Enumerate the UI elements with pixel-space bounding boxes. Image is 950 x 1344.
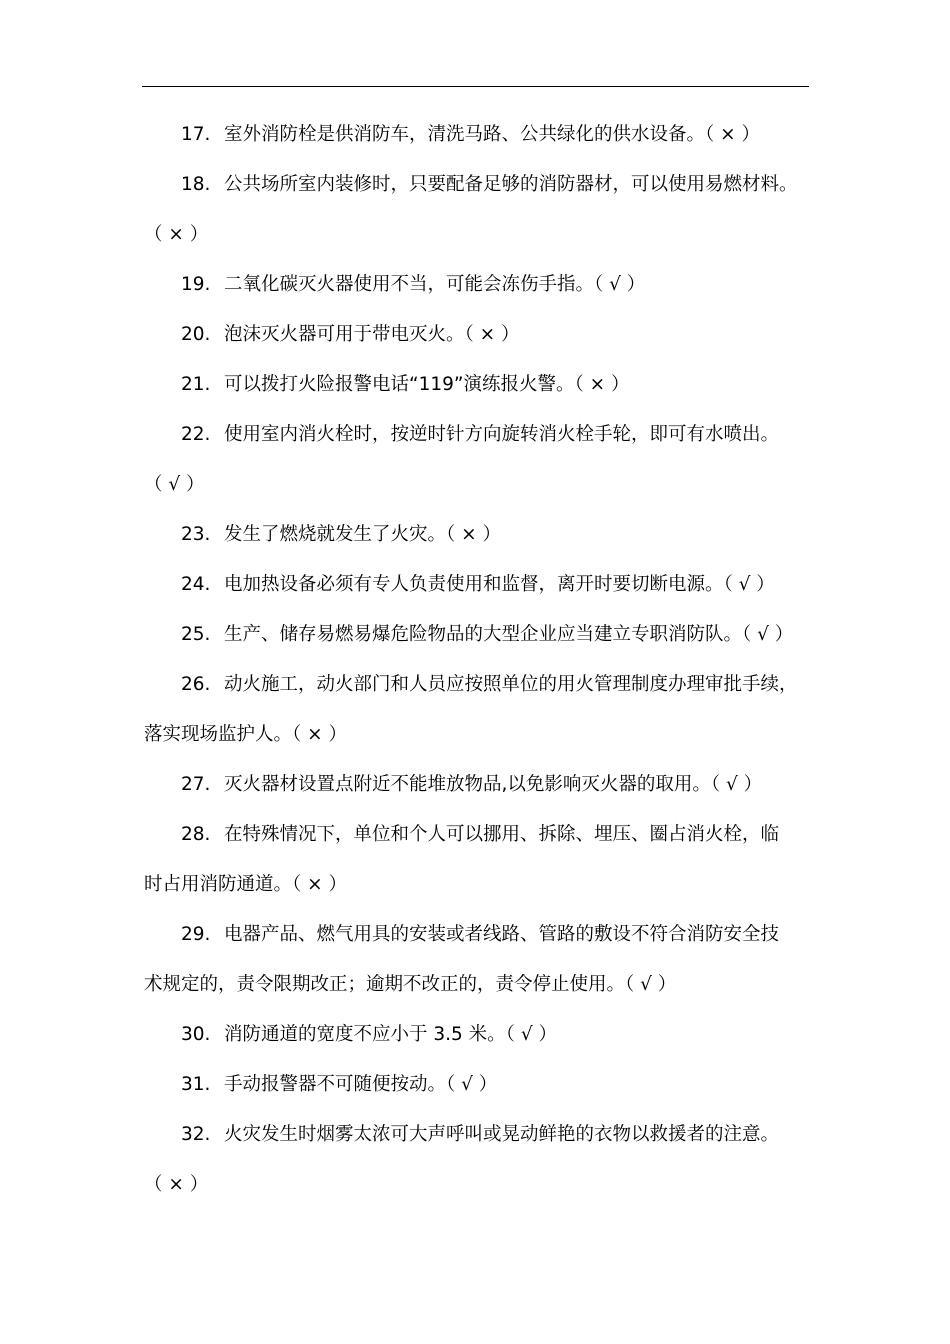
item-text: 电器产品、燃气用具的安装或者线路、管路的敷设不符合消防安全技 [224, 924, 780, 945]
item-text: 电加热设备必须有专人负责使用和监督，离开时要切断电源。（ √ ） [224, 574, 775, 595]
item-text: 泡沫灭火器可用于带电灭火。（ × ） [224, 324, 520, 345]
item-number: 28. [181, 824, 211, 845]
item-number: 30. [181, 1024, 211, 1045]
item-18-continuation: （ × ） [144, 224, 209, 245]
item-text: 二氧化碳灭火器使用不当，可能会冻伤手指。（ √ ） [224, 274, 646, 295]
item-number: 23. [181, 524, 211, 545]
item-28-line [144, 810, 812, 860]
item-22-continuation: （ √ ） [144, 474, 205, 495]
item-text: 手动报警器不可随便按动。（ √ ） [224, 1074, 498, 1095]
item-number: 32. [181, 1124, 211, 1145]
item-number: 22. [181, 424, 211, 445]
item-text: 在特殊情况下，单位和个人可以挪用、拆除、埋压、圈占消火栓，临 [224, 824, 780, 845]
item-number: 18. [181, 174, 211, 195]
item-29-continuation: 术规定的，责令限期改正；逾期不改正的，责令停止使用。（ √ ） [144, 974, 677, 995]
item-number: 27. [181, 774, 211, 795]
item-number: 26. [181, 674, 211, 695]
item-27-line [144, 760, 812, 810]
item-text: 可以拨打火险报警电话“119”演练报火警。（ × ） [224, 374, 630, 395]
item-number: 21. [181, 374, 211, 395]
item-28-continuation: 时占用消防通道。（ × ） [144, 874, 348, 895]
item-text: 动火施工，动火部门和人员应按照单位的用火管理制度办理审批手续， [224, 674, 798, 695]
item-text: 室外消防栓是供消防车，清洗马路、公共绿化的供水设备。（ × ） [224, 124, 761, 145]
item-20-line [144, 310, 812, 360]
item-text: 火灾发生时烟雾太浓可大声呼叫或晃动鲜艳的衣物以救援者的注意。 [224, 1124, 780, 1145]
item-32-line [144, 1110, 812, 1160]
item-text: 使用室内消火栓时，按逆时针方向旋转消火栓手轮，即可有水喷出。 [224, 424, 780, 445]
item-number: 19. [181, 274, 211, 295]
item-25-line [144, 610, 812, 660]
item-29-line [144, 910, 812, 960]
item-18-line [144, 160, 812, 210]
item-text: 消防通道的宽度不应小于 3.5 米。（ √ ） [224, 1024, 557, 1045]
item-number: 20. [181, 324, 211, 345]
item-24-line [144, 560, 812, 610]
item-number: 29. [181, 924, 211, 945]
item-31-line [144, 1060, 812, 1110]
item-26-continuation: 落实现场监护人。（ × ） [144, 724, 348, 745]
item-23-line [144, 510, 812, 560]
document-body [144, 110, 812, 1210]
item-text: 发生了燃烧就发生了火灾。（ × ） [224, 524, 502, 545]
item-21-line [144, 360, 812, 410]
item-text: 公共场所室内装修时，只要配备足够的消防器材，可以使用易燃材料。 [224, 174, 798, 195]
item-number: 31. [181, 1074, 211, 1095]
item-number: 17. [181, 124, 211, 145]
item-text: 灭火器材设置点附近不能堆放物品,以免影响灭火器的取用。（ √ ） [224, 774, 763, 795]
item-number: 25. [181, 624, 211, 645]
item-17-line [144, 110, 812, 160]
header-rule [142, 86, 809, 87]
item-26-line [144, 660, 812, 710]
item-22-line [144, 410, 812, 460]
item-19-line [144, 260, 812, 310]
item-text: 生产、储存易燃易爆危险物品的大型企业应当建立专职消防队。（ √ ） [224, 624, 794, 645]
item-30-line [144, 1010, 812, 1060]
item-number: 24. [181, 574, 211, 595]
item-32-continuation: （ × ） [144, 1174, 209, 1195]
